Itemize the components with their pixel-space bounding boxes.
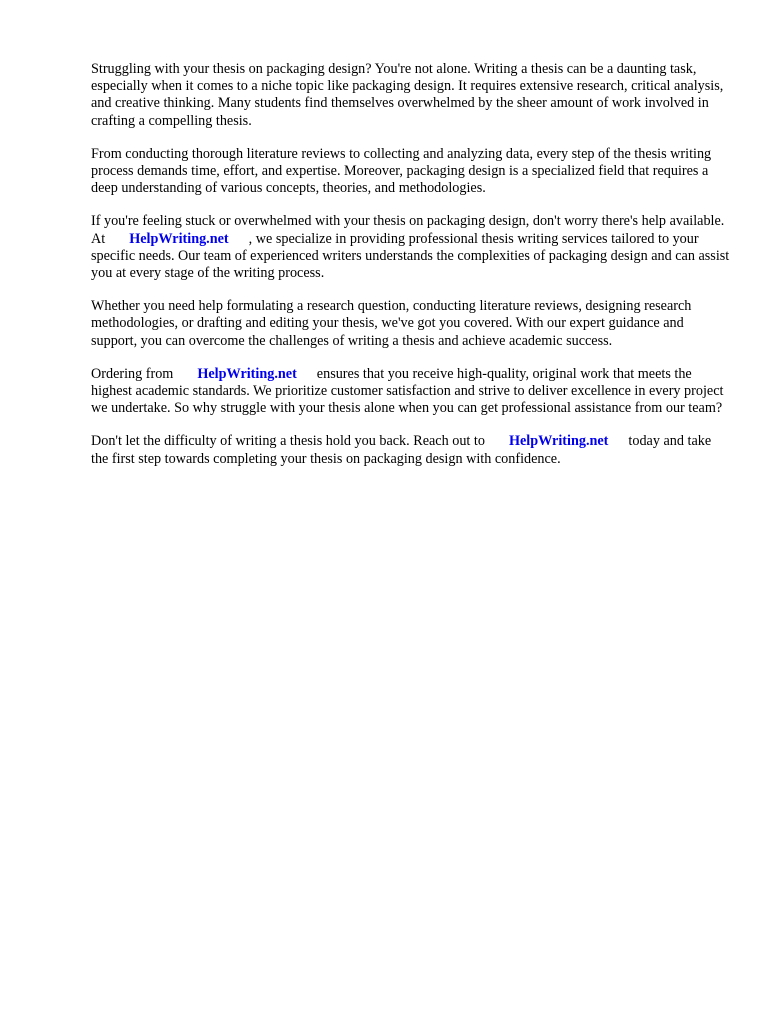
helpwriting-link-3[interactable]: HelpWriting.net xyxy=(508,433,609,450)
paragraph-closing-text-after: today and take the first step towards completing your thesis on packaging design with confidence. xyxy=(91,433,712,467)
helpwriting-link-1[interactable]: HelpWriting.net xyxy=(129,230,229,247)
paragraph-closing-text-before: Don't let the difficulty of writing a thesis hold you back. Reach out to xyxy=(91,433,485,450)
paragraph-services: Whether you need help formulating a research question, conducting literature reviews, designing research methodologies, or drafting and editing your thesis, we've got you covered. With our expert guidance and support, you can overcome the challenges of writing a thesis and achieve academic success. xyxy=(91,298,692,349)
paragraph-help-text-after: , we specialize in providing professional thesis writing services tailored to your specific needs. Our team of experienced writers understands the complexities of packaging design and can assist you at every stage of the writing process. xyxy=(91,230,730,282)
paragraph-intro: Struggling with your thesis on packaging design? You're not alone. Writing a thesis can be a daunting task, especially when it comes to a niche topic like packaging design. It requires extensive research, critical analysis, and creative thinking. Many students find themselves overwhelmed by the sheer amount of work involved in crafting a compelling thesis. xyxy=(91,61,724,129)
helpwriting-link-2[interactable]: HelpWriting.net xyxy=(197,365,297,382)
paragraph-ordering xyxy=(91,366,731,418)
document-page xyxy=(91,61,731,484)
paragraph-ordering-text-before: Ordering from xyxy=(91,365,174,382)
paragraph-ordering-text-after: ensures that you receive high-quality, original work that meets the highest academic standards. We prioritize customer satisfaction and strive to deliver excellence in every project we undertake. So why struggle with your thesis alone when you can get professional assistance from our team? xyxy=(91,365,724,417)
paragraph-process: From conducting thorough literature reviews to collecting and analyzing data, every step of the thesis writing process demands time, effort, and expertise. Moreover, packaging design is a specialized field that requires a deep understanding of various concepts, theories, and methodologies. xyxy=(91,145,712,197)
paragraph-help xyxy=(91,213,731,282)
paragraph-help-text-before: If you're feeling stuck or overwhelmed with your thesis on packaging design, don't worry there's help available. At xyxy=(91,213,725,247)
paragraph-closing xyxy=(91,433,731,467)
